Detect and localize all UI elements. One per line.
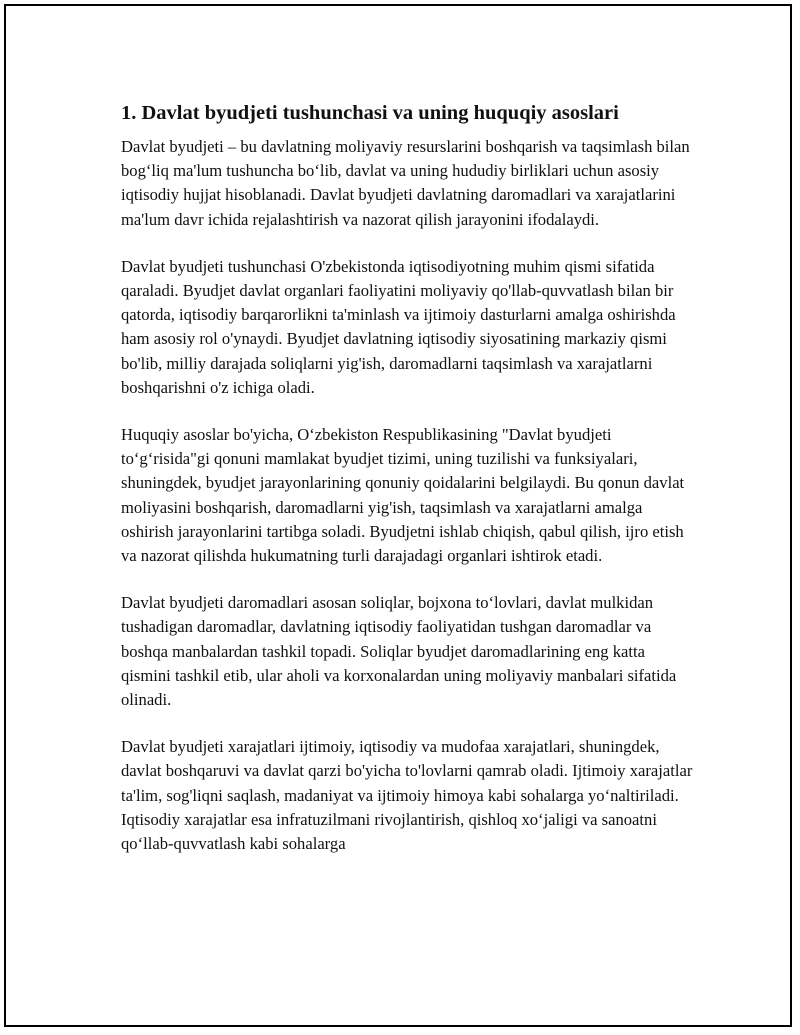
paragraph-budget-definition: Davlat byudjeti – bu davlatning moliyaviy resurslarini boshqarish va taqsimlash bilan bog‘liq ma'lum tushuncha bo‘lib, davlat va uning hududiy birliklari uchun asosiy iqtisodiy hujjat hisoblanadi. Davlat byudjeti davlatning daromadlari va xarajatlarini ma'lum davr ichida rejalashtirish va nazorat qilish jarayonini ifodalaydi. <box>121 137 690 229</box>
document-page <box>4 4 792 1027</box>
paragraph-budget-expenditures: Davlat byudjeti xarajatlari ijtimoiy, iqtisodiy va mudofaa xarajatlari, shuningdek, davlat boshqaruvi va davlat qarzi bo'yicha to'lovlarni qamrab oladi. Ijtimoiy xarajatlar ta'lim, sog'liqni saqlash, madaniyat va ijtimoiy himoya kabi sohalarga yo‘naltiriladi. Iqtisodiy xarajatlar esa infratuzilmani rivojlantirish, qishloq xo‘jaligi va sanoatni qo‘llab-quvvatlash kabi sohalarga <box>121 737 693 854</box>
document-body <box>121 98 693 879</box>
paragraph-budget-revenues: Davlat byudjeti daromadlari asosan soliqlar, bojxona to‘lovlari, davlat mulkidan tushadigan daromadlar, davlatning iqtisodiy faoliyatidan tushgan daromadlar va boshqa manbalardan tashkil topadi. Soliqlar byudjet daromadlarining eng katta qismini tashkil etib, ular aholi va korxonalardan uning moliyaviy manbalari sifatida olinadi. <box>121 593 677 710</box>
section-title: 1. Davlat byudjeti tushunchasi va uning huquqiy asoslari <box>121 102 619 124</box>
paragraph-legal-basis: Huquqiy asoslar bo'yicha, O‘zbekiston Respublikasining "Davlat byudjeti to‘g‘risida"gi qonuni mamlakat byudjet tizimi, uning tuzilishi va funksiyalari, shuningdek, byudjet jarayonlarining qonuniy qoidalarini belgilaydi. Bu qonun davlat moliyasini boshqarish, daromadlarni yig'ish, taqsimlash va xarajatlarni amalga oshirish jarayonlarini tartibga soladi. Byudjetni ishlab chiqish, qabul qilish, ijro etish va nazorat qilishda hukumatning turli darajadagi organlari ishtirok etadi. <box>121 425 685 566</box>
paragraph-budget-concept: Davlat byudjeti tushunchasi O'zbekistonda iqtisodiyotning muhim qismi sifatida qaraladi. Byudjet davlat organlari faoliyatini moliyaviy qo'llab-quvvatlash bilan bir qatorda, iqtisodiy barqarorlikni ta'minlash va ijtimoiy dasturlarni amalga oshirishda ham asosiy rol o'ynaydi. Byudjet davlatning iqtisodiy siyosatining markaziy qismi bo'lib, milliy darajada soliqlarni yig'ish, daromadlarni taqsimlash va xarajatlarni boshqarishni o'z ichiga oladi. <box>121 256 676 397</box>
